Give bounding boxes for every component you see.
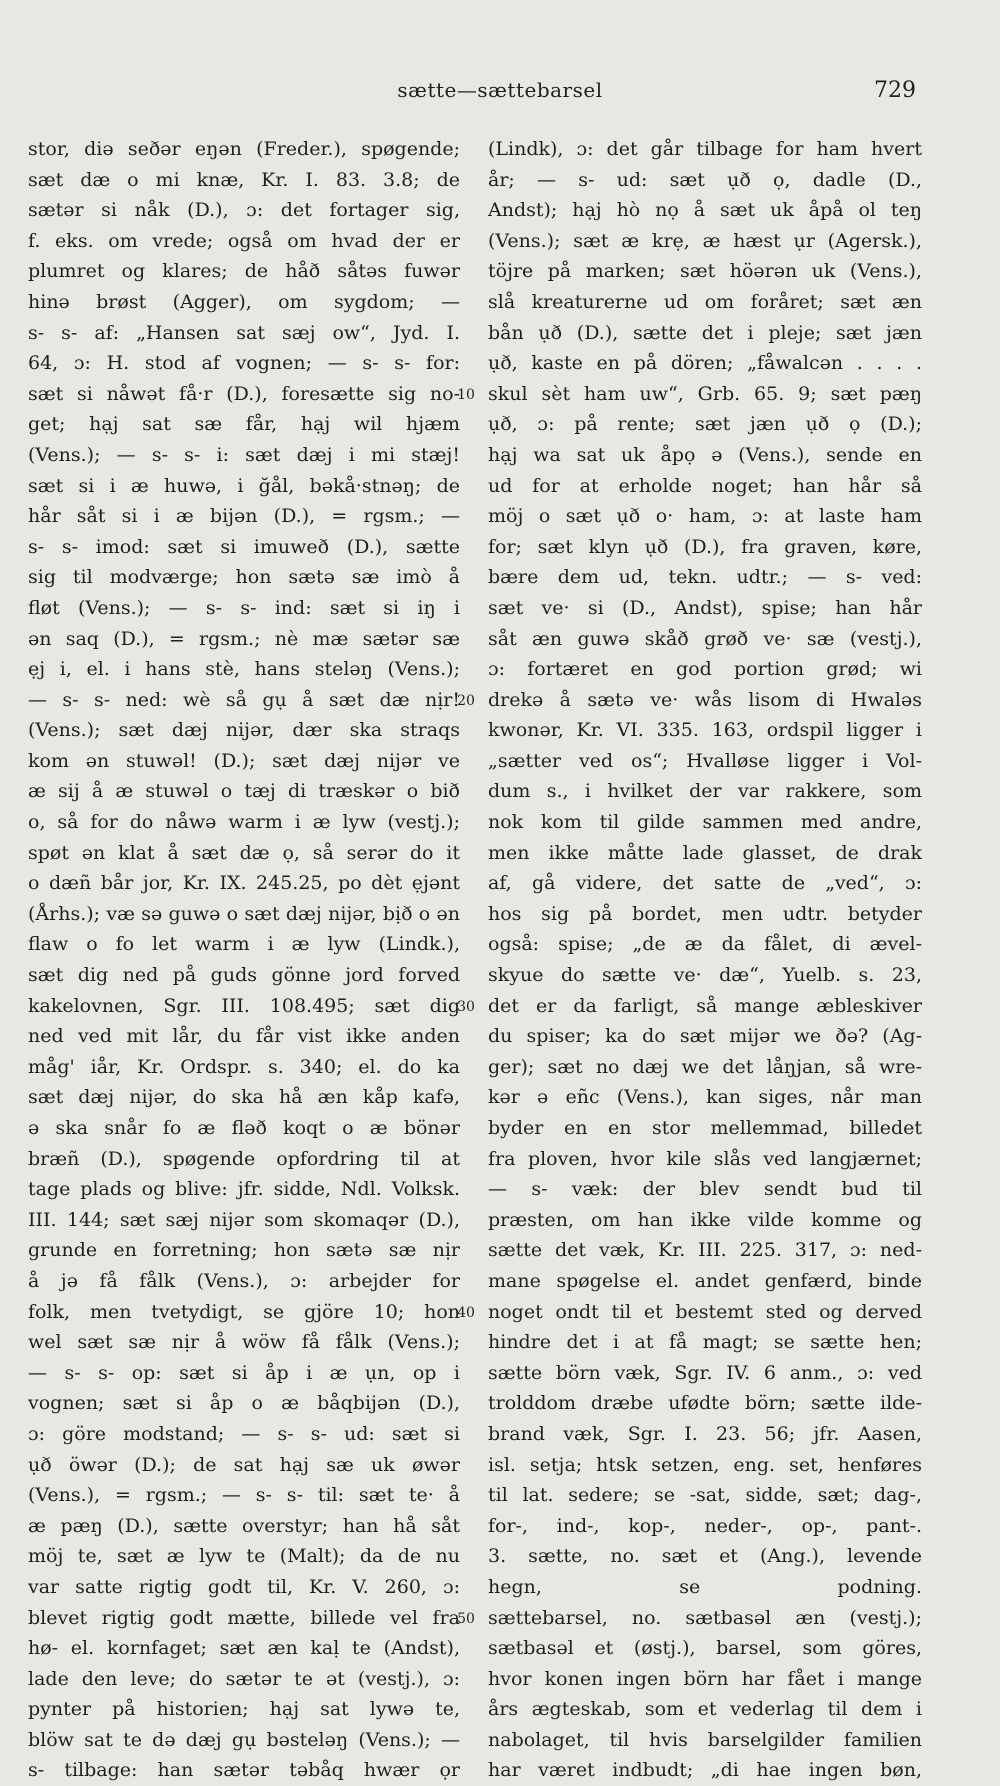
text-line: bære dem ud, tekn. udtr.; — s- ved:: [488, 566, 922, 589]
text-line: også: spise; „de æ da fålet, di ævel-: [488, 933, 922, 956]
text-line: det er da farligt, så mange æbleskiver: [488, 994, 922, 1017]
text-line: grunde en forretning; hon sætə sæ nịr: [28, 1239, 460, 1262]
text-line: möj te, sæt æ lyw te (Malt); da de nu: [28, 1545, 460, 1568]
text-line: (Vens.), = rgsm.; — s- s- til: sæt te· å: [28, 1484, 460, 1507]
text-line: sæt si i æ huwə, i ğål, bəkå·stnəŋ; de: [28, 474, 460, 497]
text-line: æ pæŋ (D.), sætte overstyr; han hå såt: [28, 1514, 460, 1537]
line-number: 50: [457, 1610, 475, 1627]
text-line: sig til modværge; hon sætə sæ imò å: [28, 566, 460, 589]
text-line: blöw sat te də dæj gụ bəsteləŋ (Vens.); —: [28, 1728, 460, 1751]
text-line: spøt ən klat å sæt dæ ọ, så serər do it: [28, 841, 460, 864]
text-line: — s- s- op: sæt si åp i æ ụn, op i: [28, 1361, 460, 1384]
text-line: ụð, kaste en på dören; „fåwalcən . . . .: [488, 352, 922, 375]
text-line: fra ploven, hvor kile slås ved langjærnet;: [488, 1147, 922, 1170]
text-line: folk, men tvetydigt, se gjöre 10; hon: [28, 1300, 460, 1323]
text-line: for-, ind-, kop-, neder-, op-, pant-.: [488, 1514, 922, 1537]
text-line: har været indbudt; „di hae ingen bøn,: [488, 1759, 922, 1782]
text-line: sætər si nåk (D.), ɔ: det fortager sig,: [28, 199, 460, 222]
text-line: nok kom til gilde sammen med andre,: [488, 811, 922, 834]
text-line: töjre på marken; sæt höərən uk (Vens.),: [488, 260, 922, 283]
text-line: sætte det væk, Kr. III. 225. 317, ɔ: ned-: [488, 1239, 922, 1262]
text-line: sætbasəl et (østj.), barsel, som göres,: [488, 1637, 922, 1660]
text-line: bræñ (D.), spøgende opfordring til at: [28, 1147, 460, 1170]
text-line: skyue do sætte ve· dæ“, Yuelb. s. 23,: [488, 964, 922, 987]
text-line: ə ska snår fo æ fləð koqt o æ bönər: [28, 1117, 460, 1139]
text-line: du spiser; ka do sæt mijər we ðə? (Ag-: [488, 1025, 922, 1048]
text-line: mane spøgelse el. andet genfærd, binde: [488, 1269, 922, 1292]
text-line: kər ə eñc (Vens.), kan siges, når man: [488, 1086, 922, 1109]
text-line: s- s- af: „Hansen sat sæj ow“, Jyd. I.: [28, 321, 460, 344]
text-line: flaw o fo let warm i æ lyw (Lindk.),: [28, 933, 460, 956]
left-column: [28, 134, 460, 1786]
running-header: [0, 78, 1000, 108]
text-line: hegn, se podning.: [488, 1575, 922, 1598]
text-line: get; hạj sat sæ får, hạj wil hjæm: [28, 413, 460, 436]
text-line: vognen; sæt si åp o æ båqbijən (D.),: [28, 1392, 460, 1415]
text-line: dum s., i hvilket der var rakkere, som: [488, 780, 922, 803]
text-line: plumret og klares; de håð såtəs fuwər: [28, 260, 460, 283]
text-line: af, gå videre, det satte de „ved“, ɔ:: [488, 872, 922, 895]
text-line: hår såt si i æ bijən (D.), = rgsm.; —: [28, 505, 460, 528]
text-line: (Århs.); væ sə guwə o sæt dæj nijər, bịð o ən: [28, 902, 460, 925]
text-line: — s- væk: der blev sendt bud til: [488, 1178, 922, 1201]
text-line: ɔ: göre modstand; — s- s- ud: sæt si: [28, 1422, 460, 1445]
text-line: wel sæt sæ nịr å wöw få fålk (Vens.);: [28, 1331, 460, 1354]
text-line: kakelovnen, Sgr. III. 108.495; sæt dig: [28, 994, 460, 1017]
column-divider: [476, 134, 477, 1604]
text-line: isl. setja; htsk setzen, eng. set, henføres: [488, 1453, 922, 1476]
text-line: såt æn guwə skåð grøð ve· sæ (vestj.),: [488, 627, 922, 650]
right-column: [488, 134, 922, 1786]
text-line: fløt (Vens.); — s- s- ind: sæt si iŋ i: [28, 596, 460, 619]
line-number: 30: [457, 998, 475, 1015]
text-line: hos sig på bordet, men udtr. betyder: [488, 902, 922, 925]
text-line: skul sèt ham uw“, Grb. 65. 9; sæt pæŋ: [488, 382, 922, 405]
text-line: (Vens.); sæt æ krẹ, æ hæst ụr (Agersk.),: [488, 229, 922, 252]
text-line: sæt si nåwət få·r (D.), foresætte sig no-: [28, 382, 460, 405]
line-number: 20: [457, 692, 475, 709]
text-line: til lat. sedere; se -sat, sidde, sæt; dag-,: [488, 1484, 922, 1507]
text-line: Andst); hạj hò nọ å sæt uk åpå ol teŋ: [488, 199, 922, 222]
text-line: bån ụð (D.), sætte det i pleje; sæt jæn: [488, 321, 922, 344]
text-line: ger); sæt no dæj we det låŋjan, så wre-: [488, 1055, 922, 1078]
line-number: 10: [457, 386, 475, 403]
text-line: var satte rigtig godt til, Kr. V. 260, ɔ:: [28, 1575, 460, 1598]
text-line: s- tilbage: han sætər təbåq hwær ọr: [28, 1759, 460, 1782]
text-line: måg' iår, Kr. Ordspr. s. 340; el. do ka: [28, 1055, 460, 1078]
text-line: men ikke måtte lade glasset, de drak: [488, 841, 922, 864]
text-line: stor, diə seðər eŋən (Freder.), spøgende;: [28, 138, 460, 160]
text-line: hvor konen ingen börn har fået i mange: [488, 1667, 922, 1690]
text-line: byder en en stor mellemmad, billedet: [488, 1117, 922, 1139]
text-line: noget ondt til et bestemt sted og derved: [488, 1300, 922, 1323]
text-line: slå kreaturerne ud om foråret; sæt æn: [488, 290, 922, 313]
text-line: ẹj i, el. i hans stè, hans steləŋ (Vens.);: [28, 658, 460, 681]
text-line: lade den leve; do sætər te ət (vestj.), ɔ:: [28, 1667, 460, 1690]
text-line: f. eks. om vrede; også om hvad der er: [28, 229, 460, 252]
text-line: nabolaget, til hvis barselgilder familien: [488, 1728, 922, 1751]
text-line: æ sij å æ stuwəl o tæj di træskər o bið: [28, 780, 460, 803]
text-line: o dæñ bår jor, Kr. IX. 245.25, po dèt ẹjənt: [28, 872, 460, 895]
text-line: ụð, ɔ: på rente; sæt jæn ụð ọ (D.);: [488, 413, 922, 436]
text-line: sæt dig ned på guds gönne jord forved: [28, 964, 460, 987]
text-line: — s- s- ned: wè så gụ å sæt dæ nịr!: [28, 688, 460, 711]
text-line: (Lindk), ɔ: det går tilbage for ham hvert: [488, 138, 922, 160]
text-line: års ægteskab, som et vederlag til dem i: [488, 1698, 922, 1721]
text-line: sæt dæj nijər, do ska hå æn kåp kafə,: [28, 1086, 460, 1109]
text-line: trolddom dræbe ufødte börn; sætte ilde-: [488, 1392, 922, 1415]
text-line: 64, ɔ: H. stod af vognen; — s- s- for:: [28, 352, 460, 375]
text-line: o, så for do nåwə warm i æ lyw (vestj.);: [28, 811, 460, 834]
header-title: sætte—sættebarsel: [397, 78, 603, 102]
page-number: 729: [874, 78, 916, 103]
text-line: sætte börn væk, Sgr. IV. 6 anm., ɔ: ved: [488, 1361, 922, 1384]
text-line: pynter på historien; hạj sat lywə te,: [28, 1698, 460, 1721]
text-line: år; — s- ud: sæt ụð ọ, dadle (D.,: [488, 168, 922, 191]
text-line: (Vens.); sæt dæj nijər, dær ska straqs: [28, 719, 460, 742]
text-line: præsten, om han ikke vilde komme og: [488, 1208, 922, 1231]
text-line: kom ən stuwəl! (D.); sæt dæj nijər ve: [28, 749, 460, 772]
text-line: möj o sæt ụð o· ham, ɔ: at laste ham: [488, 505, 922, 528]
text-line: ụð öwər (D.); de sat hạj sæ uk øwər: [28, 1453, 460, 1476]
text-line: ned ved mit lår, du får vist ikke anden: [28, 1025, 460, 1048]
text-line: tage plads og blive: jfr. sidde, Ndl. Volksk.: [28, 1178, 460, 1201]
text-line: brand væk, Sgr. I. 23. 56; jfr. Aasen,: [488, 1422, 922, 1445]
text-line: „sætter ved os“; Hvalløse ligger i Vol-: [488, 749, 922, 772]
text-line: å jə få fålk (Vens.), ɔ: arbejder for: [28, 1269, 460, 1292]
text-line: sæt dæ o mi knæ, Kr. I. 83. 3.8; de: [28, 168, 460, 191]
text-line: ɔ: fortæret en god portion grød; wi: [488, 658, 922, 681]
text-line: for; sæt klyn ụð (D.), fra graven, køre,: [488, 535, 922, 558]
text-line: blevet rigtig godt mætte, billede vel fra: [28, 1606, 460, 1629]
text-line: sættebarsel, no. sætbasəl æn (vestj.);: [488, 1606, 922, 1629]
text-line: ud for at erholde noget; han hår så: [488, 474, 922, 497]
line-number: 40: [457, 1304, 475, 1321]
text-line: hindre det i at få magt; se sætte hen;: [488, 1331, 922, 1354]
text-line: hạj wa sat uk åpọ ə (Vens.), sende en: [488, 443, 922, 466]
text-line: kwonər, Kr. VI. 335. 163, ordspil ligger i: [488, 719, 922, 742]
text-line: (Vens.); — s- s- i: sæt dæj i mi stæj!: [28, 443, 460, 466]
text-line: 3. sætte, no. sæt et (Ang.), levende: [488, 1545, 922, 1568]
text-line: sæt ve· si (D., Andst), spise; han hår: [488, 596, 922, 619]
text-line: hø- el. kornfaget; sæt æn kaḷ te (Andst),: [28, 1637, 460, 1660]
text-line: hinə brøst (Agger), om sygdom; —: [28, 290, 460, 313]
text-line: s- s- imod: sæt si imuweð (D.), sætte: [28, 535, 460, 558]
text-line: drekə å sætə ve· wås lisom di Hwaləs: [488, 688, 922, 711]
text-line: III. 144; sæt sæj nijər som skomaqər (D.),: [28, 1208, 460, 1231]
text-line: ən saq (D.), = rgsm.; nè mæ sætər sæ: [28, 627, 460, 650]
